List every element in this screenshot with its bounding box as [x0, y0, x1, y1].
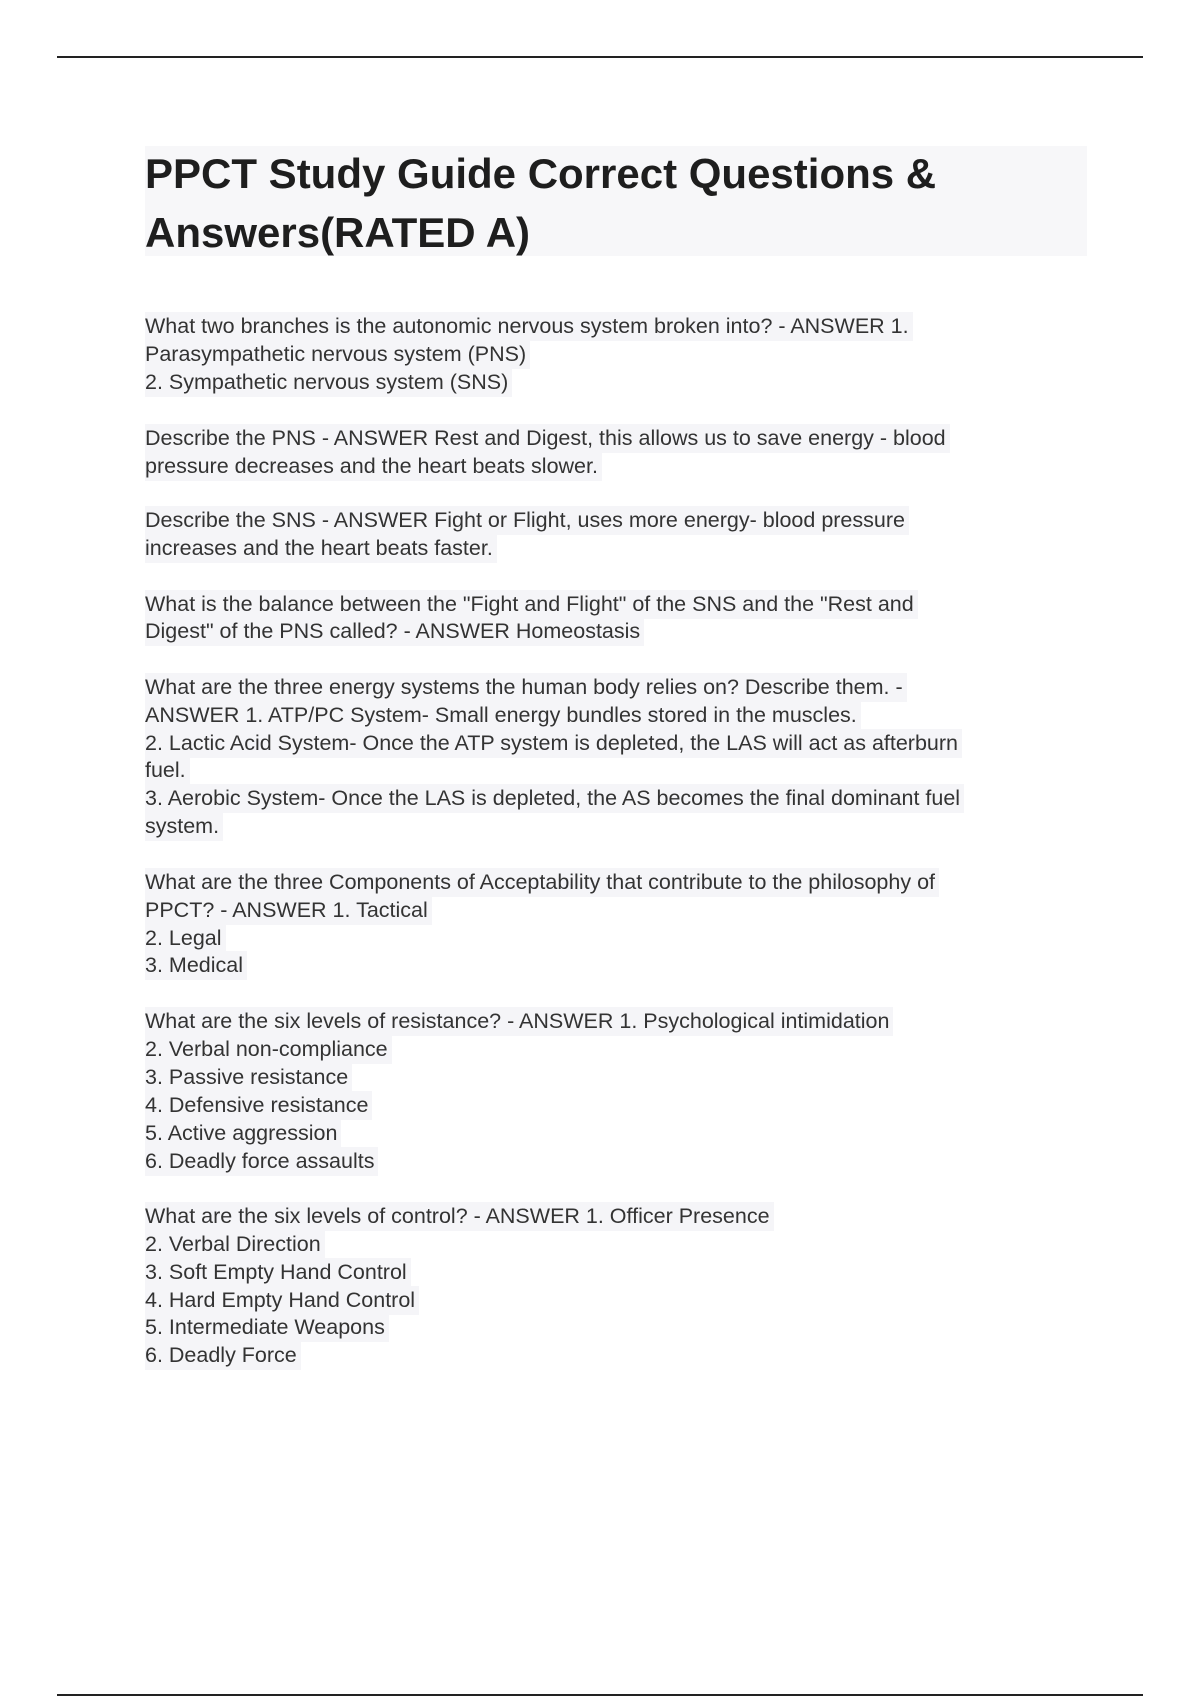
- qa-line: 3. Passive resistance: [145, 1067, 352, 1089]
- qa-line: 3. Medical: [145, 955, 247, 977]
- qa-line: PPCT? - ANSWER 1. Tactical: [145, 900, 432, 922]
- document-title-line-2: Answers(RATED A): [145, 209, 531, 256]
- qa-line: 3. Aerobic System- Once the LAS is depleted, the AS becomes the final dominant fuel: [145, 788, 964, 810]
- qa-line: 3. Soft Empty Hand Control: [145, 1262, 411, 1284]
- qa-line: What is the balance between the "Fight and Flight" of the SNS and the "Rest and: [145, 594, 918, 616]
- document-title-line-1: PPCT Study Guide Correct Questions &: [145, 150, 937, 197]
- qa-line: increases and the heart beats faster.: [145, 538, 497, 560]
- qa-line: 6. Deadly Force: [145, 1345, 301, 1367]
- qa-line: 2. Verbal Direction: [145, 1234, 325, 1256]
- qa-line: What are the three Components of Acceptability that contribute to the philosophy of: [145, 872, 939, 894]
- qa-line: 6. Deadly force assaults: [145, 1151, 378, 1173]
- qa-line: 5. Active aggression: [145, 1123, 341, 1145]
- top-rule: [57, 56, 1143, 58]
- qa-line: ANSWER 1. ATP/PC System- Small energy bundles stored in the muscles.: [145, 705, 861, 727]
- qa-line: Describe the PNS - ANSWER Rest and Digest, this allows us to save energy - blood: [145, 428, 950, 450]
- qa-line: 4. Defensive resistance: [145, 1095, 372, 1117]
- qa-line: 4. Hard Empty Hand Control: [145, 1290, 419, 1312]
- qa-line: 2. Verbal non-compliance: [145, 1039, 392, 1061]
- qa-line: 2. Lactic Acid System- Once the ATP system is depleted, the LAS will act as afterburn: [145, 733, 962, 755]
- qa-line: system.: [145, 816, 223, 838]
- qa-line: 5. Intermediate Weapons: [145, 1317, 389, 1339]
- qa-line: pressure decreases and the heart beats slower.: [145, 456, 602, 478]
- qa-line: fuel.: [145, 760, 190, 782]
- qa-line: 2. Sympathetic nervous system (SNS): [145, 372, 512, 394]
- qa-line: What are the six levels of control? - ANSWER 1. Officer Presence: [145, 1206, 774, 1228]
- qa-line: What two branches is the autonomic nervous system broken into? - ANSWER 1.: [145, 316, 913, 338]
- bottom-rule: [57, 1694, 1143, 1696]
- qa-line: What are the three energy systems the human body relies on? Describe them. -: [145, 677, 907, 699]
- qa-line: 2. Legal: [145, 928, 226, 950]
- qa-line: What are the six levels of resistance? - ANSWER 1. Psychological intimidation: [145, 1011, 893, 1033]
- qa-line: Describe the SNS - ANSWER Fight or Flight, uses more energy- blood pressure: [145, 510, 909, 532]
- qa-line: Parasympathetic nervous system (PNS): [145, 344, 530, 366]
- qa-line: Digest" of the PNS called? - ANSWER Homeostasis: [145, 621, 644, 643]
